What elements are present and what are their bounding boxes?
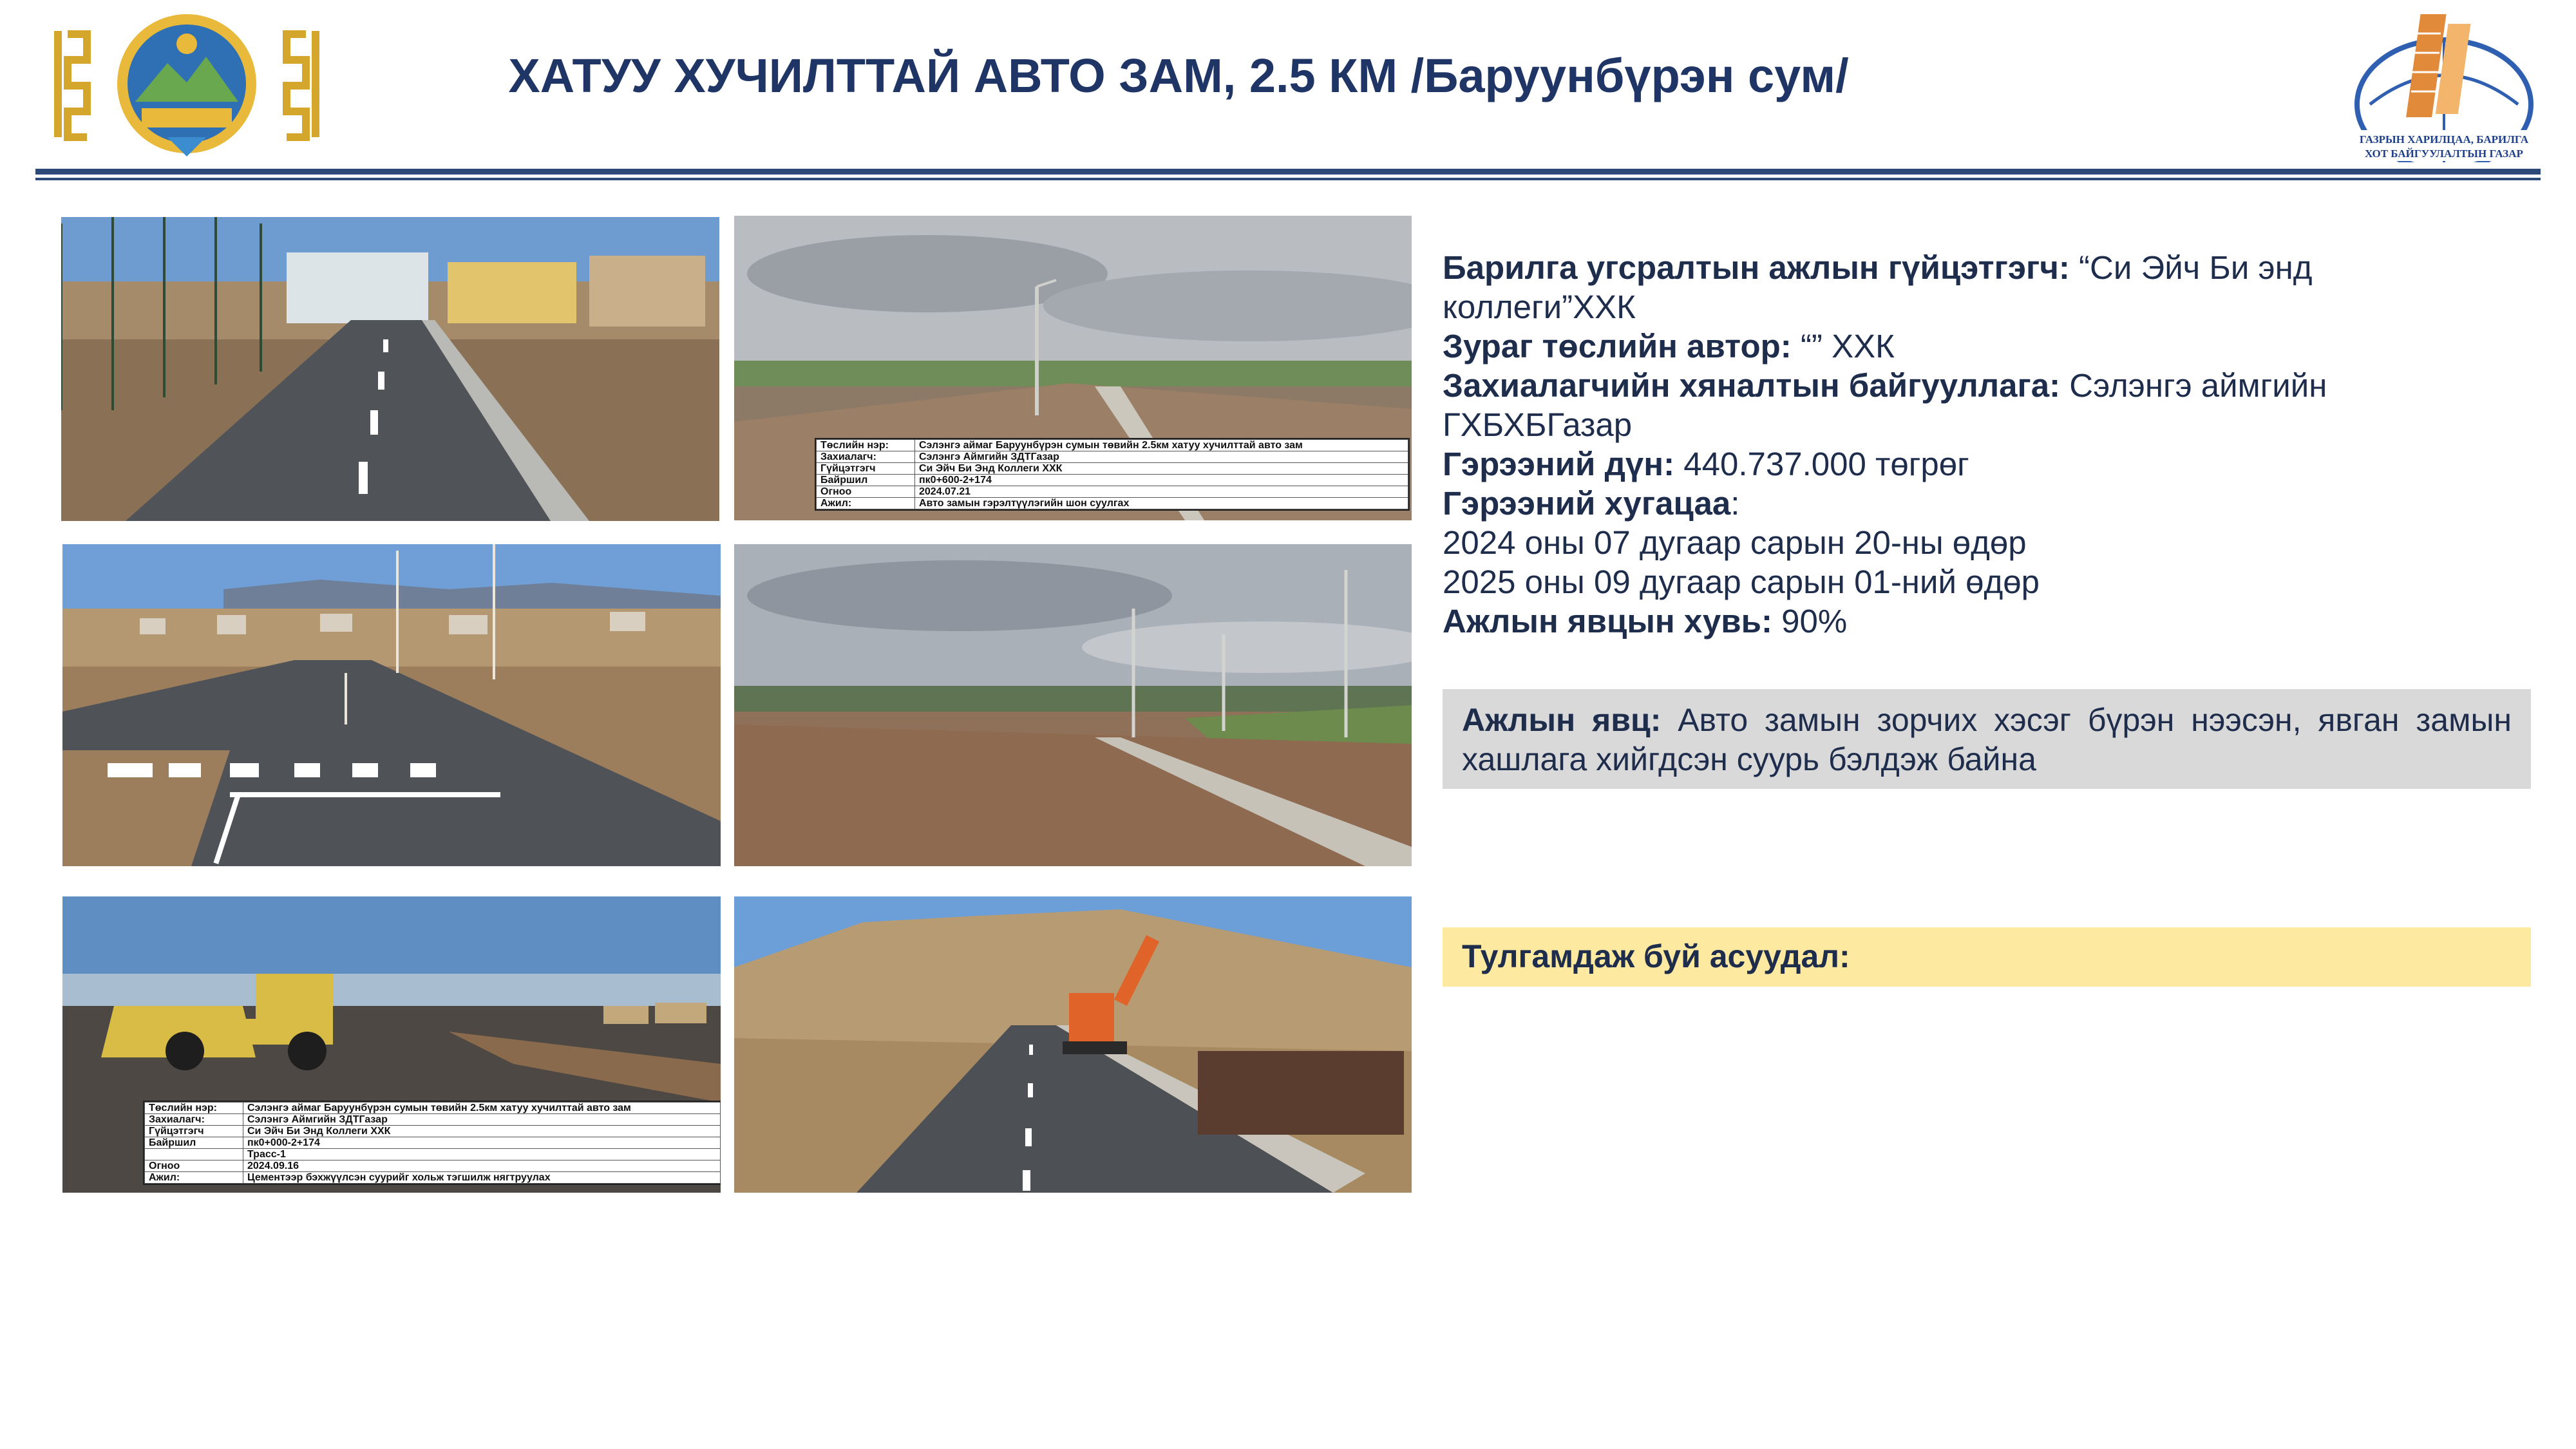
work-status-label: Ажлын явц: bbox=[1462, 702, 1662, 738]
contract-period-label: Гэрээний хугацаа bbox=[1443, 485, 1731, 522]
paved-road-photo-icon bbox=[61, 217, 719, 521]
project-info bbox=[1443, 248, 2357, 641]
supervisor-label: Захиалагчийн хяналтын байгууллага: bbox=[1443, 367, 2061, 404]
caption-key: Төслийн нэр: bbox=[817, 440, 915, 451]
progress-label: Ажлын явцын хувь: bbox=[1443, 603, 1772, 639]
photo-road-crossing bbox=[62, 544, 721, 866]
contract-amount-row bbox=[1443, 444, 2357, 484]
photo-excavator-road bbox=[734, 896, 1412, 1193]
province-emblem bbox=[39, 5, 335, 163]
contract-amount-label: Гэрээний дүн: bbox=[1443, 446, 1675, 482]
road-crossing-photo-icon bbox=[62, 544, 721, 866]
contract-period-row bbox=[1443, 484, 2357, 523]
photo-road-lamps bbox=[734, 216, 1412, 520]
contract-period-colon: : bbox=[1730, 485, 1740, 522]
caption-key: Гүйцэтгэгч bbox=[145, 1126, 243, 1137]
caption-value: пк0+000-2+174 bbox=[243, 1137, 721, 1149]
caption-value: Цементээр бэхжүүлсэн суурийг хольж тэгшилж нягтруулах bbox=[243, 1172, 721, 1184]
work-status-box bbox=[1443, 689, 2531, 789]
road-construction-photo-icon bbox=[734, 544, 1412, 866]
selenge-province-emblem-icon bbox=[39, 5, 335, 163]
caption-value: Сэлэнгэ аймаг Баруунбүрэн сумын төвийн 2.5км хатуу хучилттай авто зам bbox=[243, 1103, 721, 1114]
contract-amount-value: 440.737.000 төгрөг bbox=[1674, 446, 1969, 482]
work-status-text: Авто замын зорчих хэсэг бүрэн нээсэн, явган замын хашлага хийгдсэн суурь бэлдэж байна bbox=[1462, 702, 2512, 777]
caption-key bbox=[145, 1149, 243, 1160]
photo-caption-table bbox=[143, 1101, 721, 1185]
issues-label: Тулгамдаж буй асуудал: bbox=[1462, 938, 1850, 974]
caption-key: Байршил bbox=[817, 475, 915, 486]
photo-grader bbox=[62, 896, 721, 1193]
contractor-label: Барилга угсралтын ажлын гүйцэтгэгч: bbox=[1443, 249, 2070, 286]
agency-logo-line1: ГАЗРЫН ХАРИЛЦАА, БАРИЛГА bbox=[2359, 133, 2529, 146]
period-end: 2025 оны 09 дугаар сарын 01-ний өдөр bbox=[1443, 564, 2040, 600]
period-start: 2024 оны 07 дугаар сарын 20-ны өдөр bbox=[1443, 524, 2027, 561]
caption-value: 2024.09.16 bbox=[243, 1160, 721, 1172]
caption-value: Трасс-1 bbox=[243, 1149, 721, 1160]
caption-value: Сэлэнгэ Аймгийн ЗДТГазар bbox=[915, 451, 1408, 463]
photo-author-row bbox=[1443, 327, 2357, 366]
caption-value: Си Эйч Би Энд Коллеги ХХК bbox=[915, 463, 1408, 475]
caption-value: Сэлэнгэ Аймгийн ЗДТГазар bbox=[243, 1114, 721, 1126]
header-divider-thin bbox=[35, 178, 2541, 180]
progress-value: 90% bbox=[1772, 603, 1848, 639]
header-divider bbox=[35, 169, 2541, 175]
caption-key: Огноо bbox=[145, 1160, 243, 1172]
caption-key: Огноо bbox=[817, 486, 915, 498]
caption-value: Авто замын гэрэлтүүлэгийн шон суулгах bbox=[915, 498, 1408, 509]
contractor-value: “Си Эйч Би энд коллеги”ХХК bbox=[1443, 249, 2313, 325]
supervisor-value: Сэлэнгэ аймгийн ГХБХБГазар bbox=[1443, 367, 2327, 443]
caption-key: Гүйцэтгэгч bbox=[817, 463, 915, 475]
caption-key: Төслийн нэр: bbox=[145, 1103, 243, 1114]
caption-key: Байршил bbox=[145, 1137, 243, 1149]
photo-author-value: “” ХХК bbox=[1791, 328, 1895, 365]
progress-row bbox=[1443, 601, 2357, 641]
supervisor-row bbox=[1443, 366, 2357, 444]
caption-value: пк0+600-2+174 bbox=[915, 475, 1408, 486]
photo-paved-road bbox=[61, 217, 719, 521]
caption-key: Захиалагч: bbox=[145, 1114, 243, 1126]
photo-caption-table bbox=[815, 438, 1410, 511]
issues-box bbox=[1443, 927, 2531, 987]
caption-key: Ажил: bbox=[145, 1172, 243, 1184]
page-title: ХАТУУ ХУЧИЛТТАЙ АВТО ЗАМ, 2.5 КМ /Баруунбүрэн сум/ bbox=[508, 49, 1849, 102]
caption-value: Си Эйч Би Энд Коллеги ХХК bbox=[243, 1126, 721, 1137]
contractor-row bbox=[1443, 248, 2357, 327]
caption-value: 2024.07.21 bbox=[915, 486, 1408, 498]
photo-road-construction bbox=[734, 544, 1412, 866]
land-relations-agency-logo-icon bbox=[2344, 8, 2544, 162]
caption-key: Захиалагч: bbox=[817, 451, 915, 463]
agency-logo bbox=[2344, 8, 2544, 162]
photo-author-label: Зураг төслийн автор: bbox=[1443, 328, 1792, 365]
excavator-road-photo-icon bbox=[734, 896, 1412, 1193]
agency-logo-line2: ХОТ БАЙГУУЛАЛТЫН ГАЗАР bbox=[2365, 147, 2523, 160]
caption-value: Сэлэнгэ аймаг Баруунбүрэн сумын төвийн 2.5км хатуу хучилттай авто зам bbox=[915, 440, 1408, 451]
caption-key: Ажил: bbox=[817, 498, 915, 509]
